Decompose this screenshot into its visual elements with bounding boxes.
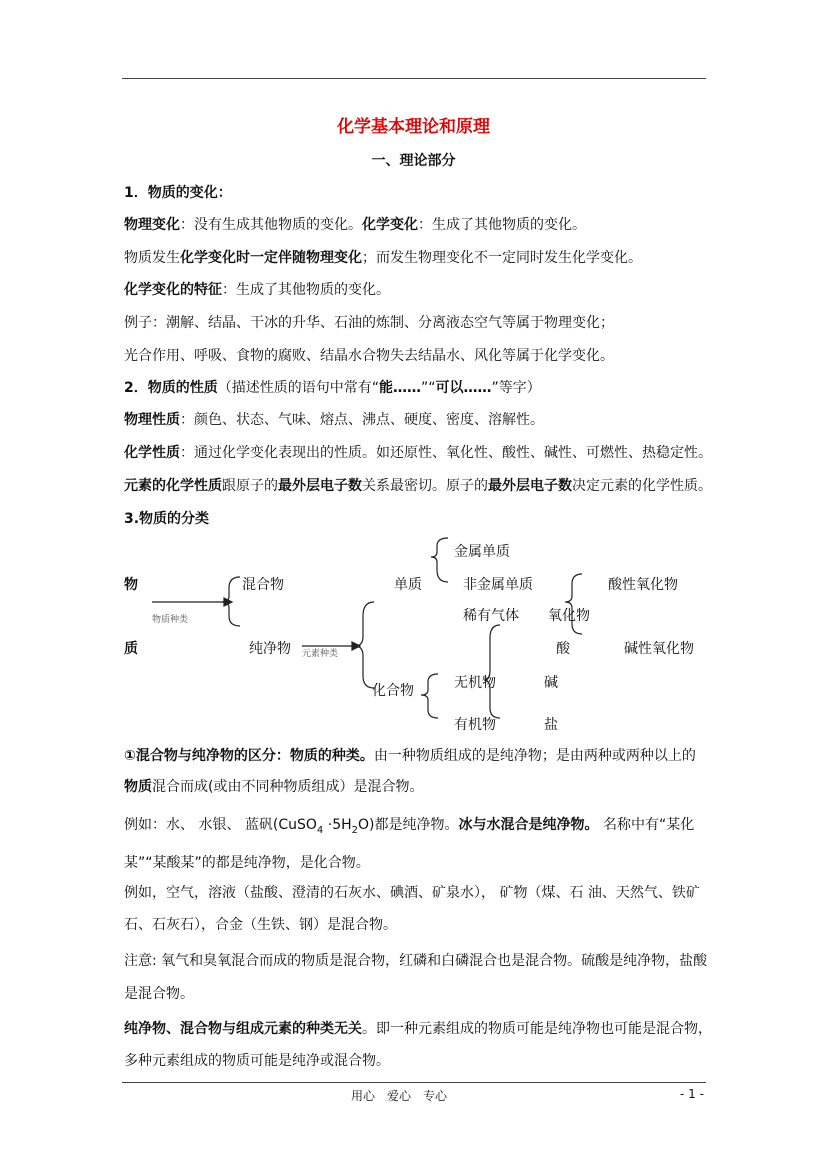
- text: ”“: [421, 380, 436, 396]
- brace: [421, 674, 438, 718]
- paragraph: [124, 248, 642, 268]
- text: ；而发生物理变化不一定同时发生化学变化。: [362, 250, 642, 266]
- heading-text: 2．物质的性质: [124, 380, 218, 396]
- node-metal-element: 金属单质: [454, 544, 510, 560]
- paragraph: 注意: 氧气和臭氧混合而成的物质是混合物，红磷和白磷混合也是混合物。硫酸是纯净物，盐酸: [124, 953, 708, 969]
- node-oxide: 氧化物: [548, 608, 590, 624]
- text: 混合而成(或由不同种物质组成）是混合物。: [152, 779, 424, 795]
- text: ：颜色、状态、气味、熔点、沸点、硬度、密度、溶解性。: [180, 412, 544, 428]
- paragraph: 石、石灰石），合金（生铁、钢）是混合物。: [124, 917, 397, 933]
- paragraph: 是混合物。: [124, 986, 194, 1002]
- footer-rule: [122, 1082, 706, 1083]
- text: 跟原子的: [222, 478, 278, 494]
- paragraph: [124, 1019, 712, 1039]
- paragraph: [124, 815, 694, 841]
- term: 化学变化: [362, 217, 418, 233]
- node-nonmetal-element: 非金属单质: [463, 577, 533, 593]
- paragraph: [124, 777, 423, 797]
- subscript: 4: [316, 825, 324, 836]
- arrow-label-substance-type: 物质种类: [152, 615, 189, 625]
- header-rule: [122, 78, 706, 79]
- text: ”等字）: [491, 380, 541, 396]
- paragraph: 例子：潮解、结晶、干冰的升华、石油的炼制、分离液态空气等属于物理变化；: [124, 315, 614, 331]
- node-basic-oxide: 碱性氧化物: [624, 641, 694, 657]
- paragraph: 某”“某酸某”的都是纯净物，是化合物。: [124, 855, 370, 871]
- term: 物理变化: [124, 217, 180, 233]
- arrow-label-element-type: 元素种类: [302, 649, 339, 659]
- term: 最外层电子数: [488, 478, 572, 494]
- paragraph: 例如，空气，溶液（盐酸、澄清的石灰水、碘酒、矿泉水）， 矿物（煤、石 油、天然气、铁矿: [124, 885, 700, 901]
- node-base: 碱: [544, 675, 558, 691]
- paragraph: [124, 443, 712, 463]
- paragraph: 光合作用、呼吸、食物的腐败、结晶水合物失去结晶水、风化等属于化学变化。: [124, 348, 614, 364]
- node-salt: 盐: [544, 717, 558, 733]
- text: 物质发生: [124, 250, 180, 266]
- page-number: - 1 -: [680, 1087, 704, 1101]
- node-pure-substance: 纯净物: [249, 641, 291, 657]
- text: ：没有生成其他物质的变化。: [180, 217, 362, 233]
- text: 决定元素的化学性质。: [572, 478, 712, 494]
- emphasis: 纯净物、混合物与组成元素的种类无关: [124, 1021, 362, 1037]
- section-1-heading: 1．物质的变化：: [124, 185, 232, 201]
- node-inorganic: 无机物: [454, 675, 496, 691]
- paragraph: [124, 215, 586, 235]
- text: ·5H: [323, 817, 352, 833]
- paragraph: 多种元素组成的物质可能是纯净或混合物。: [124, 1053, 390, 1069]
- emphasis: 可以……: [435, 380, 492, 396]
- emphasis: ①混合物与纯净物的区分：物质的种类。: [124, 748, 374, 764]
- diagram-label-wu: 物: [124, 577, 138, 593]
- section-2-heading: [124, 378, 541, 398]
- text: ：通过化学变化表现出的性质。如还原性、氧化性、酸性、碱性、可燃性、热稳定性。: [180, 445, 712, 461]
- section-3-heading: 3.物质的分类: [124, 511, 210, 527]
- section-title: 一、理论部分: [371, 153, 456, 169]
- node-compound: 化合物: [372, 683, 414, 699]
- term: 元素的化学性质: [124, 478, 222, 494]
- text: 由一种物质组成的是纯净物；是由两种或两种以上的: [373, 748, 696, 764]
- term: 物质: [124, 779, 152, 795]
- term: 物理性质: [124, 412, 180, 428]
- brace: [355, 602, 374, 688]
- brace: [565, 574, 582, 634]
- text: 例如：水、 水银、 蓝矾(CuSO: [124, 817, 317, 833]
- text: 。即一种元素组成的物质可能是纯净物也可能是混合物，: [362, 1021, 712, 1037]
- node-organic: 有机物: [454, 717, 496, 733]
- emphasis: 冰与水混合是纯净物。: [458, 817, 599, 833]
- page-title: 化学基本理论和原理: [337, 117, 490, 137]
- term: 最外层电子数: [278, 478, 362, 494]
- diagram-label-zhi: 质: [124, 641, 138, 657]
- text: ：生成了其他物质的变化。: [418, 217, 586, 233]
- paragraph: [124, 410, 544, 430]
- text: ：生成了其他物质的变化。: [222, 282, 390, 298]
- emphasis: 化学变化时一定伴随物理变化: [180, 250, 362, 266]
- node-acidic-oxide: 酸性氧化物: [608, 577, 678, 593]
- term: 化学性质: [124, 445, 180, 461]
- brace: [431, 538, 448, 582]
- node-mixture: 混合物: [242, 577, 284, 593]
- classification-diagram: [0, 530, 827, 740]
- node-noble-gas: 稀有气体: [463, 608, 519, 624]
- subscript: 2: [351, 825, 359, 836]
- text: （描述性质的语句中常有“: [217, 380, 380, 396]
- text: O)都是纯净物。: [358, 817, 459, 833]
- paragraph: [124, 280, 390, 300]
- text: 关系最密切。原子的: [362, 478, 488, 494]
- term: 化学变化的特征: [124, 282, 222, 298]
- emphasis: 能……: [379, 380, 422, 396]
- footer-motto: 用心 爱心 专心: [351, 1089, 448, 1103]
- node-element: 单质: [394, 577, 422, 593]
- text: 名称中有“某化: [598, 817, 695, 833]
- paragraph: [124, 746, 696, 766]
- paragraph: [124, 476, 712, 496]
- node-acid: 酸: [556, 641, 570, 657]
